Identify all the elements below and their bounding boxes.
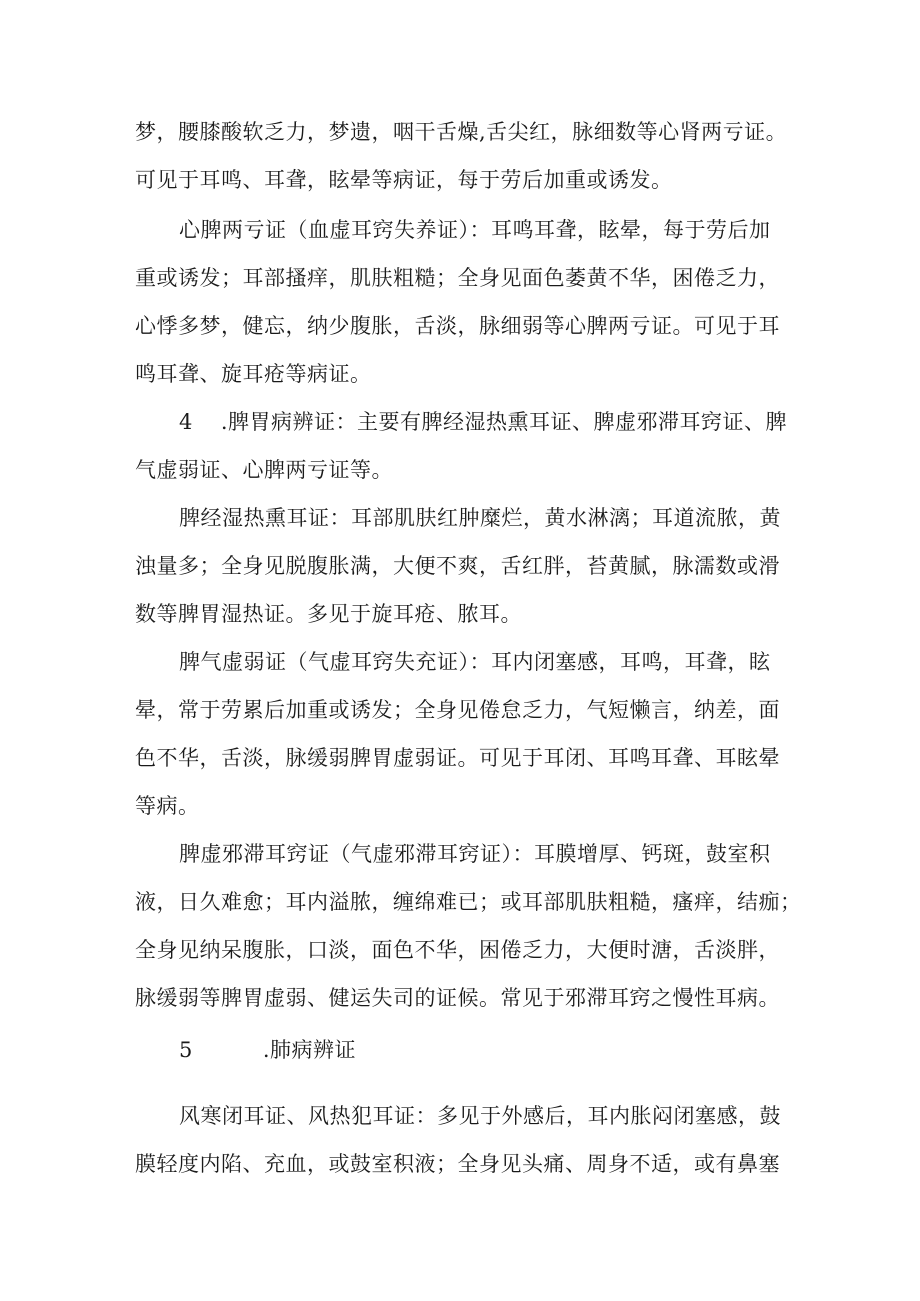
section-heading-text: .肺病辨证: [262, 1038, 357, 1062]
paragraph-heart-kidney: [135, 108, 800, 204]
text-line: 脾虚邪滞耳窍证（气虚邪滞耳窍证）：耳膜增厚、钙斑，鼓室积: [179, 842, 771, 866]
text-line: [135, 398, 800, 446]
text-line: 风寒闭耳证、风热犯耳证：多见于外感后，耳内胀闷闭塞感，鼓: [179, 1104, 781, 1128]
section-number: 4: [179, 410, 193, 434]
paragraph-spleen-deficiency-stagnation: [135, 830, 800, 1022]
text-line: [135, 1026, 800, 1074]
text-line: 膜轻度内陷、充血，或鼓室积液；全身见头痛、周身不适，或有鼻塞: [135, 1152, 780, 1176]
text-line: 等病。: [135, 794, 200, 818]
paragraph-heart-spleen: [135, 206, 800, 398]
text-line: 脾经湿热熏耳证：耳部肌肤红肿糜烂，黄水淋漓；耳道流脓，黄: [179, 506, 781, 530]
text-line: 晕，常于劳累后加重或诱发；全身见倦怠乏力，气短懒言，纳差，面: [135, 698, 780, 722]
text-line: 脾气虚弱证（气虚耳窍失充证）：耳内闭塞感，耳鸣，耳聋，眩: [179, 650, 771, 674]
text-line: 可见于耳鸣、耳聋，眩晕等病证，每于劳后加重或诱发。: [135, 168, 673, 192]
paragraph-wind-cold-heat: [135, 1092, 800, 1188]
text-line: 心悸多梦，健忘，纳少腹胀，舌淡，脉细弱等心脾两亏证。可见于耳: [135, 314, 780, 338]
text-line: 梦，腰膝酸软乏力，梦遗，咽干舌燥,舌尖红，脉细数等心肾两亏证。: [135, 120, 788, 144]
text-line: 气虚弱证、心脾两亏证等。: [135, 458, 393, 482]
text-line: 全身见纳呆腹胀，口淡，面色不华，困倦乏力，大便时溏，舌淡胖，: [135, 938, 780, 962]
section-5-lung: [135, 1026, 800, 1074]
text-line: 心脾两亏证（血虚耳窍失养证）：耳鸣耳聋，眩晕，每于劳后加: [179, 218, 771, 242]
text-line: 脉缓弱等脾胃虚弱、健运失司的证候。常见于邪滞耳窍之慢性耳病。: [135, 986, 780, 1010]
text-line: 浊量多；全身见脱腹胀满，大便不爽，舌红胖，苔黄腻，脉濡数或滑: [135, 554, 780, 578]
section-number: 5: [179, 1038, 193, 1062]
paragraph-spleen-qi-deficiency: [135, 638, 800, 830]
text-line: 鸣耳聋、旋耳疮等病证。: [135, 362, 372, 386]
text-line: 液，日久难愈；耳内溢脓，缠绵难已；或耳部肌肤粗糙，瘙痒，结痂；: [135, 890, 802, 914]
section-heading-text: .脾胃病辨证：主要有脾经湿热熏耳证、脾虚邪滞耳窍证、脾: [220, 410, 788, 434]
text-line: 色不华，舌淡，脉缓弱脾胃虚弱证。可见于耳闭、耳鸣耳聋、耳眩晕: [135, 746, 780, 770]
text-line: 重或诱发；耳部搔痒，肌肤粗糙；全身见面色萎黄不华，困倦乏力，: [135, 266, 780, 290]
text-line: 数等脾胃湿热证。多见于旋耳疮、脓耳。: [135, 602, 522, 626]
section-4-spleen-stomach: [135, 398, 800, 494]
paragraph-spleen-damp-heat: [135, 494, 800, 638]
